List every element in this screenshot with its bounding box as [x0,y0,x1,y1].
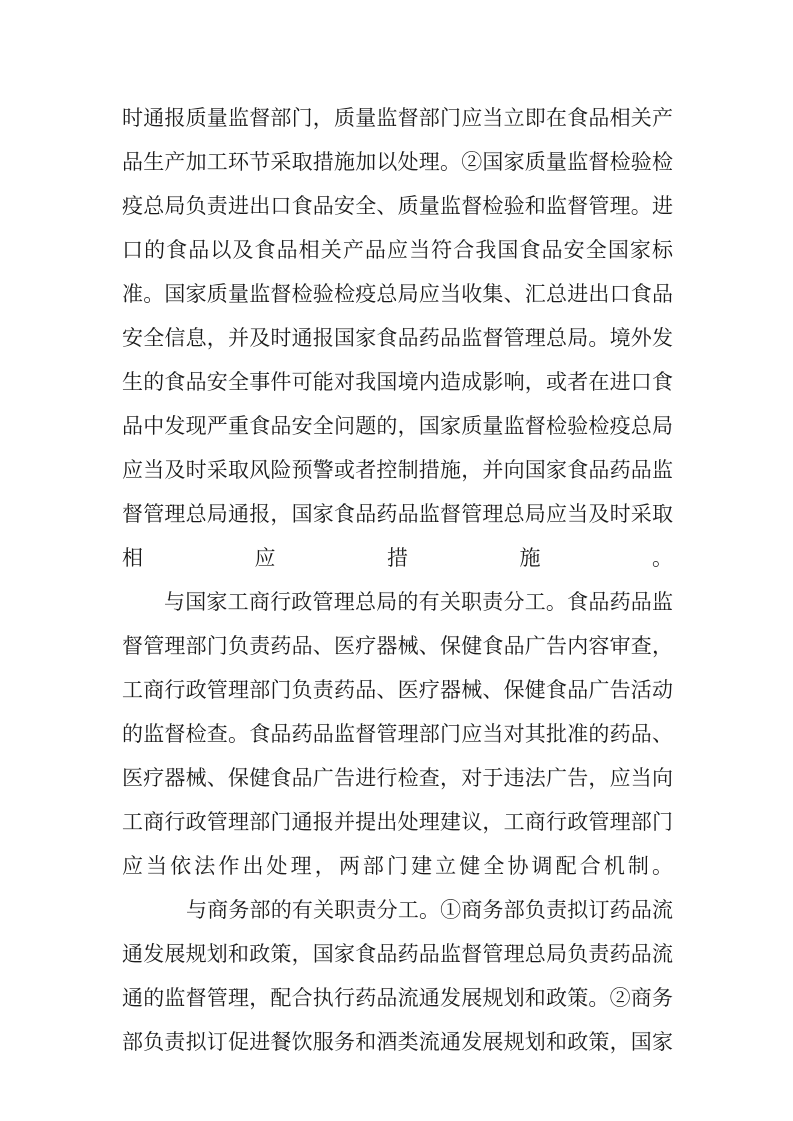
text-line: 通的监督管理，配合执行药品流通发展规划和政策。②商务 [122,986,673,1010]
text-line: 品生产加工环节采取措施加以处理。②国家质量监督检验检 [122,150,673,174]
text-line: 安全信息，并及时通报国家食品药品监督管理总局。境外发 [122,326,673,350]
body-text [122,96,673,1064]
text-line: 督管理部门负责药品、医疗器械、保健食品广告内容审查， [122,634,673,658]
text-line: 应当及时采取风险预警或者控制措施，并向国家食品药品监 [122,458,673,482]
text-line: 相 应 措 施 。 [122,546,673,570]
text-line: 应当依法作出处理，两部门建立健全协调配合机制。 [122,854,673,878]
text-line: 准。国家质量监督检验检疫总局应当收集、汇总进出口食品 [122,282,673,306]
text-line: 医疗器械、保健食品广告进行检查，对于违法广告，应当向 [122,766,673,790]
text-line: 督管理总局通报，国家食品药品监督管理总局应当及时采取 [122,502,673,526]
text-line: 生的食品安全事件可能对我国境内造成影响，或者在进口食 [122,370,673,394]
text-line: 疫总局负责进出口食品安全、质量监督检验和监督管理。进 [122,194,673,218]
text-line: 部负责拟订促进餐饮服务和酒类流通发展规划和政策，国家 [122,1030,673,1054]
text-line: 品中发现严重食品安全问题的，国家质量监督检验检疫总局 [122,414,673,438]
text-line: 口的食品以及食品相关产品应当符合我国食品安全国家标 [122,238,673,262]
text-line: 工商行政管理部门通报并提出处理建议，工商行政管理部门 [122,810,673,834]
paragraph-start-line: 与商务部的有关职责分工。①商务部负责拟订药品流 [186,898,673,922]
paragraph-start-line: 与国家工商行政管理总局的有关职责分工。食品药品监 [164,590,673,614]
text-line: 通发展规划和政策，国家食品药品监督管理总局负责药品流 [122,942,673,966]
text-line: 时通报质量监督部门，质量监督部门应当立即在食品相关产 [122,106,673,130]
text-line: 的监督检查。食品药品监督管理部门应当对其批准的药品、 [122,722,673,746]
text-line: 工商行政管理部门负责药品、医疗器械、保健食品广告活动 [122,678,673,702]
